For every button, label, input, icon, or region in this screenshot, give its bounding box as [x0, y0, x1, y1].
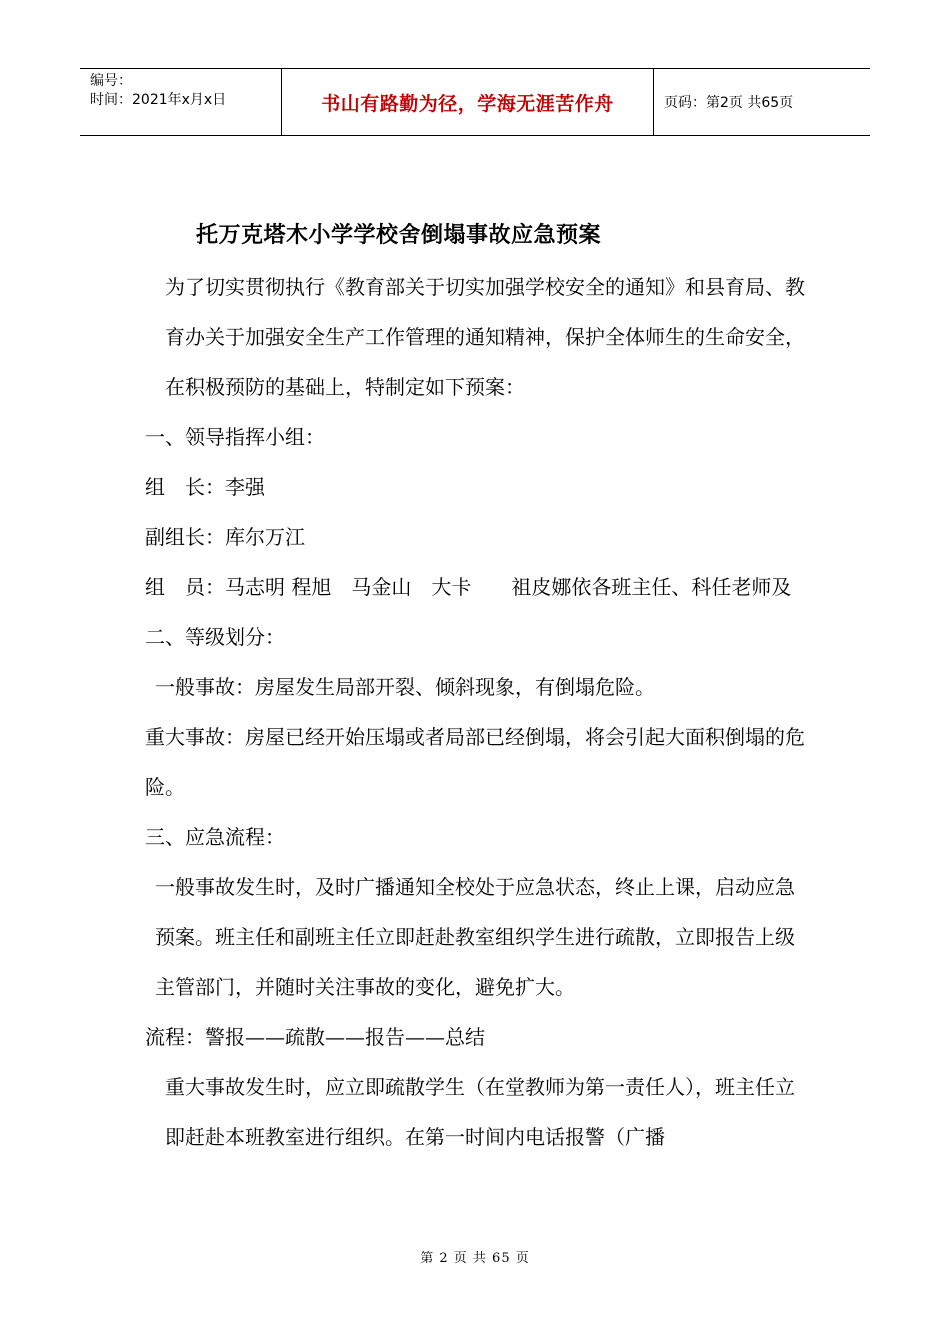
- header-page-cell: [654, 69, 870, 135]
- document-body: [145, 262, 810, 1162]
- section-heading-leadership: 一、领导指挥小组：: [145, 425, 325, 449]
- header-meta-cell: [80, 69, 282, 135]
- page-footer: 第 2 页 共 65 页: [420, 1251, 530, 1266]
- motto-text: 书山有路勤为径，学海无涯苦作舟: [321, 92, 614, 115]
- document-title: 托万克塔木小学学校舍倒塌事故应急预案: [196, 222, 602, 248]
- members-line: 组 员：马志明 程旭 马金山 大卡 祖皮娜依各班主任、科任老师及: [145, 575, 792, 599]
- paragraph-major-process: 重大事故发生时，应立即疏散学生（在堂教师为第一责任人），班主任立即赶赴本班教室进行组织。在第一时间内电话报警（广播: [165, 1075, 795, 1149]
- header-table: [80, 68, 870, 136]
- paragraph-general-accident: 一般事故：房屋发生局部开裂、倾斜现象，有倒塌危险。: [155, 675, 655, 699]
- deputy-leader-line: 副组长：库尔万江: [145, 525, 305, 549]
- paragraph-general-process: 一般事故发生时，及时广播通知全校处于应急状态，终止上课，启动应急预案。班主任和副班主任立即赶赴教室组织学生进行疏散，立即报告上级主管部门，并随时关注事故的变化，避免扩大。: [155, 875, 795, 999]
- section-heading-process: 三、应急流程：: [145, 825, 285, 849]
- time-label: 时间：2021年x月x日: [90, 92, 227, 108]
- number-label: 编号：: [90, 73, 132, 89]
- page-info: 页码：第2页 共65页: [664, 95, 794, 111]
- header-motto-cell: [282, 69, 654, 135]
- paragraph-major-accident: 重大事故：房屋已经开始压塌或者局部已经倒塌，将会引起大面积倒塌的危险。: [145, 725, 805, 799]
- leader-line: 组 长：李强: [145, 475, 265, 499]
- process-flow-line: 流程：警报——疏散——报告——总结: [145, 1025, 485, 1049]
- section-heading-levels: 二、等级划分：: [145, 625, 285, 649]
- paragraph-intro: 为了切实贯彻执行《教育部关于切实加强学校安全的通知》和县育局、教育办关于加强安全生产工作管理的通知精神，保护全体师生的生命安全，在积极预防的基础上，特制定如下预案：: [165, 275, 805, 399]
